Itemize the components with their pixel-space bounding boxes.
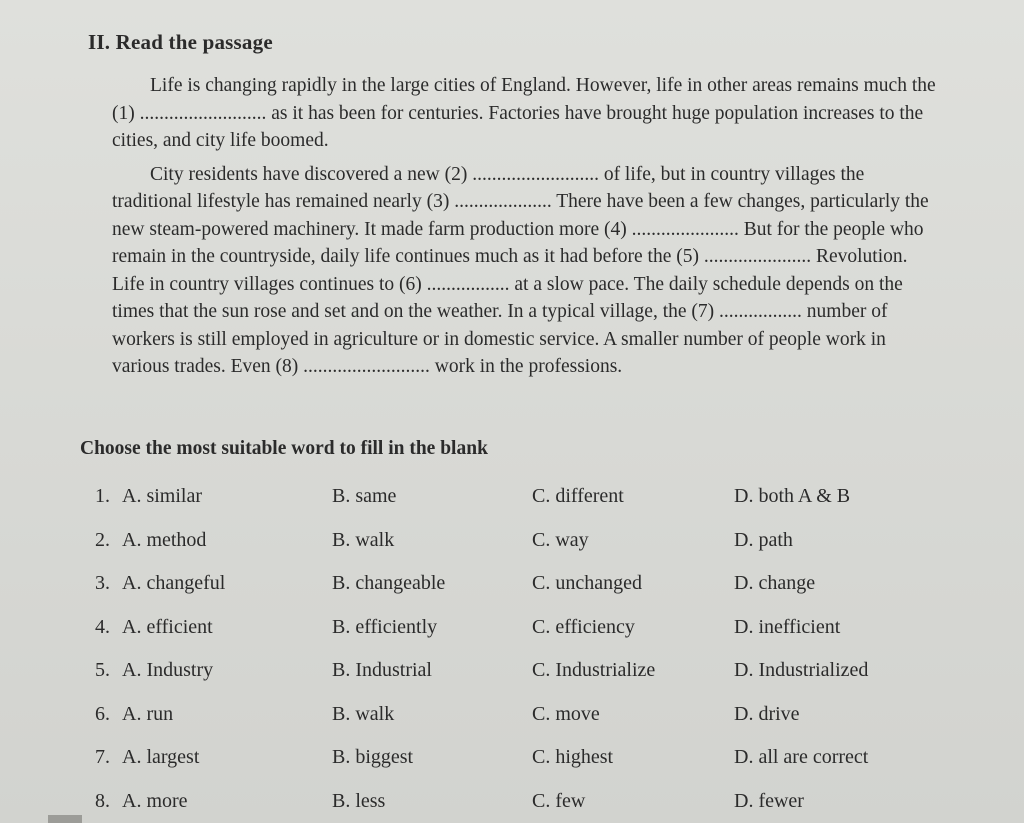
question-row-1 xyxy=(86,475,966,519)
scan-edge-mark xyxy=(48,815,82,823)
option-b: B. same xyxy=(332,485,397,508)
option-c: C. few xyxy=(532,789,586,812)
option-c: C. move xyxy=(532,702,600,725)
option-c: C. efficiency xyxy=(532,615,635,638)
option-a: A. method xyxy=(122,528,207,551)
option-d: D. both A & B xyxy=(734,485,851,508)
question-row-8 xyxy=(86,780,966,823)
option-d: D. all are correct xyxy=(734,746,869,769)
option-b: B. efficiently xyxy=(332,615,438,638)
option-d: D. Industrialized xyxy=(734,659,869,682)
question-number: 7. xyxy=(95,746,110,769)
option-a: A. run xyxy=(122,702,174,725)
option-a: A. largest xyxy=(122,746,200,769)
passage-paragraph-2: City residents have discovered a new (2) .......................... of life, but in country villages the traditional lifestyle has remained nearly (3) .................... There have been a few changes, particularly the new steam-powered machinery. It made farm production more (4) ...................... But for the people who remain in the countryside, daily life continues much as it had before the (5) ...................... Revolution. Life in country villages continues to (6) ................. at a slow pace. The daily schedule depends on the times that the sun rose and set and on the weather. In a typical village, the (7) ................. number of workers is still employed in agriculture or in domestic service. A smaller number of people work in various trades. Even (8) .......................... work in the professions. xyxy=(112,163,929,377)
question-number: 8. xyxy=(95,789,110,812)
passage-paragraph-1: Life is changing rapidly in the large cities of England. However, life in other areas remains much the (1) .......................... as it has been for centuries. Factories have brought huge population increases to the cities, and city life boomed. xyxy=(112,75,936,151)
option-d: D. fewer xyxy=(734,789,804,812)
option-c: C. different xyxy=(532,485,624,508)
option-b: B. walk xyxy=(332,528,395,551)
option-b: B. less xyxy=(332,789,386,812)
option-b: B. Industrial xyxy=(332,659,432,682)
question-row-5 xyxy=(86,649,966,693)
question-number: 1. xyxy=(95,485,110,508)
question-row-4 xyxy=(86,606,966,650)
question-row-7 xyxy=(86,736,966,780)
question-number: 6. xyxy=(95,702,110,725)
option-c: C. highest xyxy=(532,746,614,769)
question-number: 3. xyxy=(95,572,110,595)
option-c: C. unchanged xyxy=(532,572,642,595)
option-a: A. more xyxy=(122,789,188,812)
option-d: D. inefficient xyxy=(734,615,841,638)
option-a: A. similar xyxy=(122,485,202,508)
option-a: A. efficient xyxy=(122,615,213,638)
option-c: C. way xyxy=(532,528,589,551)
option-b: B. walk xyxy=(332,702,395,725)
option-d: D. path xyxy=(734,528,793,551)
reading-passage xyxy=(112,72,942,381)
option-d: D. change xyxy=(734,572,816,595)
option-b: B. changeable xyxy=(332,572,446,595)
question-number: 5. xyxy=(95,659,110,682)
option-d: D. drive xyxy=(734,702,800,725)
question-list xyxy=(86,475,966,823)
question-row-3 xyxy=(86,562,966,606)
option-a: A. Industry xyxy=(122,659,214,682)
instruction-heading: Choose the most suitable word to fill in the blank xyxy=(80,438,488,459)
option-b: B. biggest xyxy=(332,746,414,769)
option-a: A. changeful xyxy=(122,572,226,595)
question-row-6 xyxy=(86,693,966,737)
question-number: 4. xyxy=(95,615,110,638)
question-number: 2. xyxy=(95,528,110,551)
option-c: C. Industrialize xyxy=(532,659,656,682)
section-title: II. Read the passage xyxy=(88,30,273,54)
question-row-2 xyxy=(86,519,966,563)
